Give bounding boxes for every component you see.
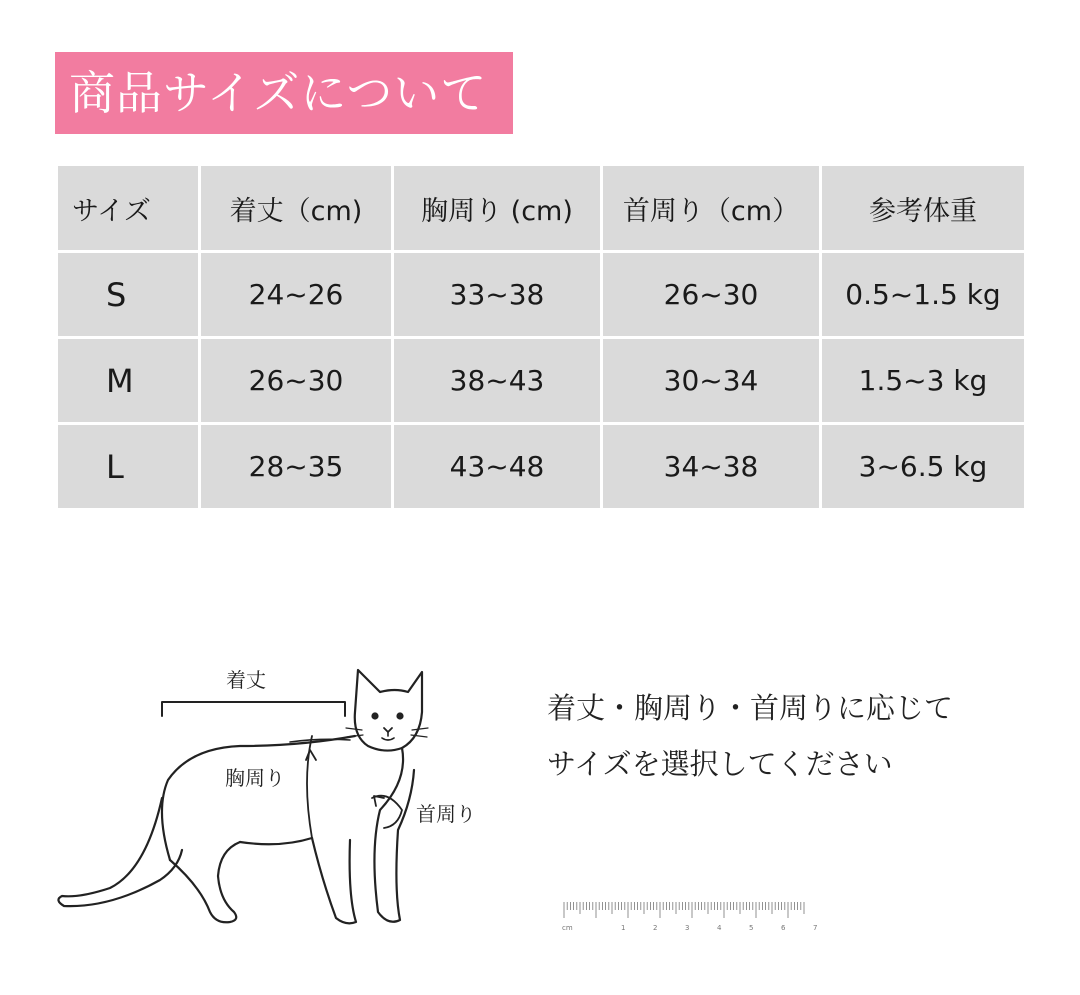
neck-label: 首周り xyxy=(416,802,476,826)
table-row xyxy=(58,425,1024,508)
ruler-number: 5 xyxy=(749,924,754,932)
chest-label: 胸周り xyxy=(225,766,285,790)
table-cell: 1.5~3 kg xyxy=(822,339,1024,422)
header-weight: 参考体重 xyxy=(822,166,1024,250)
table-cell: L xyxy=(58,425,198,508)
cat-measurement-diagram xyxy=(50,650,500,950)
ruler-graphic xyxy=(560,898,818,936)
header-chest: 胸周り (cm) xyxy=(394,166,600,250)
table-row xyxy=(58,339,1024,422)
table-cell: 38~43 xyxy=(394,339,600,422)
ruler-number: 4 xyxy=(717,924,722,932)
table-cell: 26~30 xyxy=(603,253,819,336)
instruction-line-2: サイズを選択してください xyxy=(547,747,893,781)
ruler-number: 6 xyxy=(781,924,786,932)
table-cell: 34~38 xyxy=(603,425,819,508)
ruler-unit: cm xyxy=(562,924,573,932)
table-cell: 33~38 xyxy=(394,253,600,336)
table-row xyxy=(58,253,1024,336)
table-cell: 26~30 xyxy=(201,339,391,422)
table-cell: 43~48 xyxy=(394,425,600,508)
page-title: 商品サイズについて xyxy=(55,52,513,134)
header-length: 着丈（cm) xyxy=(201,166,391,250)
table-cell: 24~26 xyxy=(201,253,391,336)
instruction-text xyxy=(547,680,953,792)
table-header-row xyxy=(58,166,1024,250)
header-size: サイズ xyxy=(58,166,198,250)
table-cell: 28~35 xyxy=(201,425,391,508)
table-cell: 0.5~1.5 kg xyxy=(822,253,1024,336)
ruler-number: 7 xyxy=(813,924,818,932)
header-neck: 首周り（cm） xyxy=(603,166,819,250)
table-cell: M xyxy=(58,339,198,422)
table-cell: 3~6.5 kg xyxy=(822,425,1024,508)
ruler-number: 1 xyxy=(621,924,626,932)
length-label: 着丈 xyxy=(226,668,266,692)
table-cell: S xyxy=(58,253,198,336)
ruler-number: 3 xyxy=(685,924,690,932)
instruction-line-1: 着丈・胸周り・首周りに応じて xyxy=(547,691,954,725)
size-table xyxy=(55,163,1027,511)
table-cell: 30~34 xyxy=(603,339,819,422)
ruler-number: 2 xyxy=(653,924,658,932)
